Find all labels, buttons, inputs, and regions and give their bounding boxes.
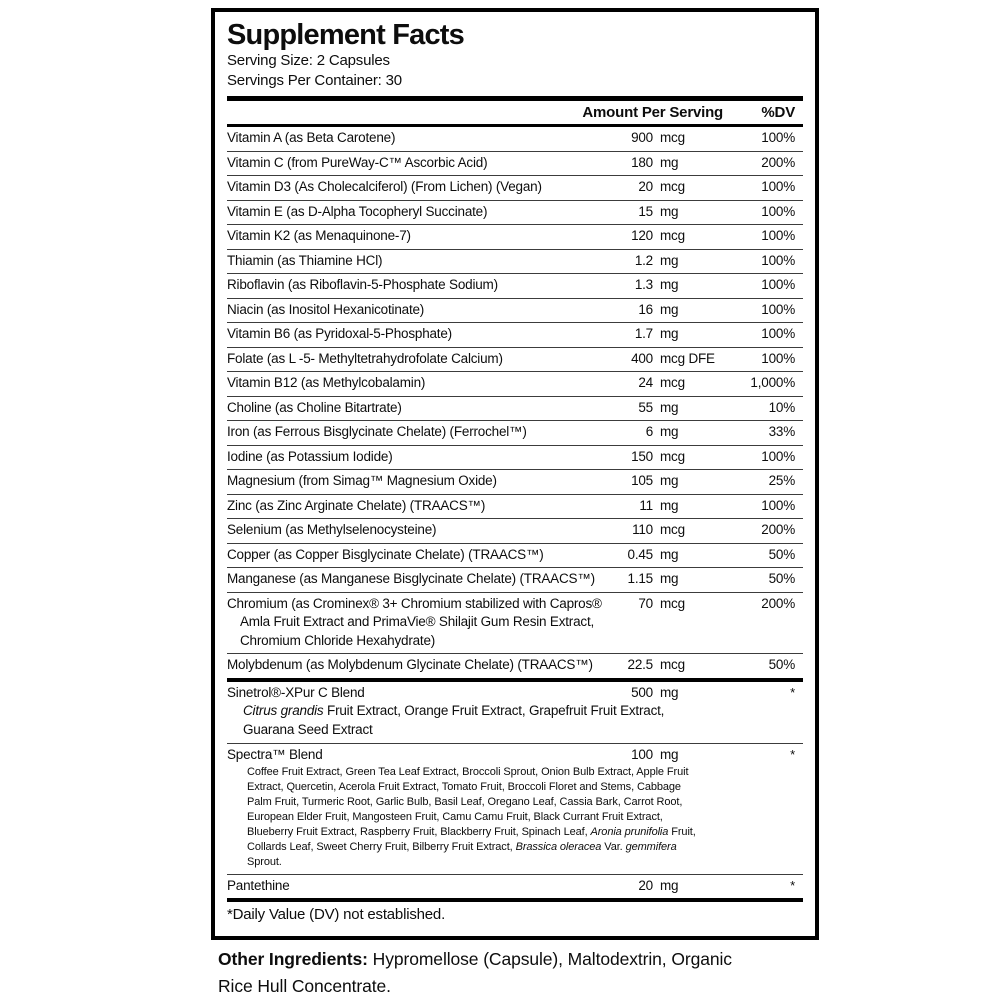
nutrient-name: Vitamin K2 (as Menaquinone-7) xyxy=(227,228,411,243)
nutrient-unit: mcg xyxy=(660,657,685,672)
nutrient-name: Iodine (as Potassium Iodide) xyxy=(227,448,393,464)
nutrient-name: Choline (as Choline Bitartrate) xyxy=(227,399,402,415)
table-row xyxy=(227,653,803,678)
nutrient-name: Spectra™ Blend xyxy=(227,747,323,762)
nutrient-dv: 100% xyxy=(761,179,795,194)
table-row xyxy=(227,494,803,519)
nutrient-unit: mcg xyxy=(660,228,685,243)
table-row-main xyxy=(227,154,803,173)
table-row-main xyxy=(227,684,803,703)
nutrient-unit: mg xyxy=(660,546,679,562)
table-row xyxy=(227,445,803,470)
nutrient-dv: 100% xyxy=(761,130,795,145)
nutrient-name: Riboflavin (as Riboflavin-5-Phosphate Sodium) xyxy=(227,277,498,292)
label-title: Supplement Facts xyxy=(227,19,464,51)
table-row-main xyxy=(227,399,803,418)
nutrient-unit: mg xyxy=(660,684,679,700)
nutrient-dv: 100% xyxy=(761,228,795,243)
nutrient-unit: mcg xyxy=(660,179,685,194)
other-ingredients xyxy=(218,946,766,1000)
nutrient-amount: 11 xyxy=(639,497,653,513)
nutrient-dv: 100% xyxy=(761,252,795,268)
table-row xyxy=(227,469,803,494)
nutrient-dv: 25% xyxy=(768,473,795,488)
nutrient-dv: 100% xyxy=(761,497,795,513)
nutrient-name: Magnesium (from Simag™ Magnesium Oxide) xyxy=(227,473,497,488)
nutrient-amount: 24 xyxy=(638,375,653,390)
table-row xyxy=(227,874,803,899)
latin-name: Brassica oleracea xyxy=(515,840,602,853)
nutrient-unit: mg xyxy=(660,203,679,219)
nutrient-amount: 70 xyxy=(638,595,653,611)
nutrient-unit: mg xyxy=(660,473,679,488)
nutrient-unit: mg xyxy=(660,277,679,292)
nutrient-name: Manganese (as Manganese Bisglycinate Chelate) (TRAACS™) xyxy=(227,571,595,586)
nutrient-unit: mg xyxy=(660,747,679,762)
table-row-main xyxy=(227,877,803,896)
nutrient-name: Vitamin A (as Beta Carotene) xyxy=(227,130,396,145)
nutrient-name: Copper (as Copper Bisglycinate Chelate) (TRAACS™) xyxy=(227,546,544,562)
ingredient-text: Coffee Fruit Extract, Green Tea Leaf Extract, Broccoli Sprout, Onion Bulb Extract, Apple Fruit Extract, Quercetin, Acerola Fruit Extract, Tomato Fruit, Broccoli Floret and Stems, Cabbage Palm Fruit, Turmeric Root, Garlic Bulb, Basil Leaf, Oregano Leaf, Cassia Bark, Carrot Root, European Elder Fruit, Mangosteen Fruit, Camu Camu Fruit, Black Currant Fruit Extract, Blueberry Fruit Extract, Raspberry Fruit, Blackberry Fruit, Spinach Leaf, xyxy=(247,765,689,838)
nutrient-amount: 1.7 xyxy=(634,326,653,341)
blend-sub-ingredients xyxy=(243,702,683,739)
nutrient-dv: * xyxy=(790,877,795,893)
nutrient-unit: mcg xyxy=(660,375,685,390)
nutrient-name: Vitamin B12 (as Methylcobalamin) xyxy=(227,375,426,390)
table-header-row xyxy=(227,101,803,124)
table-row xyxy=(227,420,803,445)
nutrient-dv: 100% xyxy=(761,277,795,292)
nutrient-dv: 200% xyxy=(761,154,795,170)
table-row xyxy=(227,127,803,151)
nutrient-amount: 16 xyxy=(638,301,653,317)
table-row xyxy=(227,322,803,347)
nutrient-name: Vitamin B6 (as Pyridoxal-5-Phosphate) xyxy=(227,326,452,341)
nutrient-dv: 100% xyxy=(761,301,795,317)
amount-per-serving-header: Amount Per Serving xyxy=(582,104,723,121)
nutrient-unit: mcg xyxy=(660,522,685,537)
nutrient-amount: 6 xyxy=(645,424,653,439)
nutrient-name: Pantethine xyxy=(227,877,290,893)
table-row-main xyxy=(227,252,803,271)
nutrient-amount: 120 xyxy=(631,228,653,243)
table-row xyxy=(227,175,803,200)
table-row xyxy=(227,347,803,372)
footnote: *Daily Value (DV) not established. xyxy=(227,906,446,923)
table-row-main xyxy=(227,276,803,295)
nutrient-amount: 105 xyxy=(631,473,653,488)
nutrient-name: Selenium (as Methylselenocysteine) xyxy=(227,522,437,537)
nutrient-amount: 900 xyxy=(631,130,653,145)
nutrient-name: Niacin (as Inositol Hexanicotinate) xyxy=(227,301,425,317)
nutrient-unit: mg xyxy=(660,252,679,268)
nutrient-amount: 20 xyxy=(638,877,653,893)
servings-per-container: Servings Per Container: 30 xyxy=(227,72,402,89)
table-row xyxy=(227,543,803,568)
nutrient-unit: mg xyxy=(660,154,679,170)
nutrient-amount: 22.5 xyxy=(627,657,653,672)
nutrient-amount: 180 xyxy=(631,154,653,170)
nutrient-dv: 100% xyxy=(761,326,795,341)
nutrient-amount: 400 xyxy=(631,350,653,366)
table-row xyxy=(227,743,803,874)
nutrient-dv: 1,000% xyxy=(750,375,795,390)
nutrient-name: Vitamin D3 (As Cholecalciferol) (From Lichen) (Vegan) xyxy=(227,179,542,194)
nutrient-name: Sinetrol®-XPur C Blend xyxy=(227,684,365,700)
table-row-main xyxy=(227,497,803,516)
supplement-facts-label xyxy=(211,8,819,940)
nutrient-unit: mg xyxy=(660,571,679,586)
nutrient-dv: 50% xyxy=(768,657,795,672)
nutrient-amount: 500 xyxy=(631,684,653,700)
latin-name: gemmifera xyxy=(625,840,677,853)
table-row-main xyxy=(227,129,803,148)
table-row xyxy=(227,151,803,176)
nutrient-amount: 1.3 xyxy=(634,277,653,292)
table-row-main xyxy=(227,325,803,344)
table-row-main xyxy=(227,546,803,565)
nutrient-amount: 150 xyxy=(631,448,653,464)
nutrient-dv: 50% xyxy=(768,571,795,586)
table-row-main xyxy=(227,374,803,393)
nutrient-unit: mg xyxy=(660,424,679,439)
ingredient-text: Var. xyxy=(601,840,626,853)
nutrient-dv: 100% xyxy=(761,203,795,219)
nutrient-dv: 10% xyxy=(768,399,795,415)
nutrient-name: Thiamin (as Thiamine HCl) xyxy=(227,252,383,268)
nutrient-amount: 1.15 xyxy=(627,571,653,586)
table-row xyxy=(227,396,803,421)
nutrient-unit: mcg xyxy=(660,595,685,611)
latin-name: Citrus grandis xyxy=(243,703,324,718)
table-row xyxy=(227,518,803,543)
table-row-main xyxy=(227,595,803,651)
table-row xyxy=(227,200,803,225)
nutrient-name: Molybdenum (as Molybdenum Glycinate Chelate) (TRAACS™) xyxy=(227,657,593,672)
table-row xyxy=(227,592,803,654)
table-row-main xyxy=(227,301,803,320)
nutrient-dv: * xyxy=(790,684,795,700)
nutrient-amount: 100 xyxy=(631,747,653,762)
table-row xyxy=(227,224,803,249)
table-row-main xyxy=(227,423,803,442)
other-ingredients-label: Other Ingredients: xyxy=(218,949,368,969)
nutrient-dv: 50% xyxy=(768,546,795,562)
table-row xyxy=(227,298,803,323)
nutrient-unit: mg xyxy=(660,497,679,513)
nutrient-dv: 200% xyxy=(761,595,795,611)
nutrient-name: Vitamin C (from PureWay-C™ Ascorbic Acid) xyxy=(227,154,488,170)
nutrient-name: Chromium (as Crominex® 3+ Chromium stabilized with Capros® Amla Fruit Extract and PrimaVie® Shilajit Gum Resin Extract, Chromium Chloride Hexahydrate) xyxy=(227,595,602,648)
table-row-main xyxy=(227,227,803,246)
serving-size: Serving Size: 2 Capsules xyxy=(227,52,390,69)
ingredient-text: Fruit Extract, Orange Fruit Extract, Grapefruit Fruit Extract, Guarana Seed Extract xyxy=(243,703,665,737)
nutrient-amount: 15 xyxy=(638,203,653,219)
table-row-main xyxy=(227,178,803,197)
table-row-main xyxy=(227,570,803,589)
nutrient-unit: mcg DFE xyxy=(660,350,715,366)
nutrient-unit: mcg xyxy=(660,130,685,145)
table-row-main xyxy=(227,656,803,675)
nutrient-name: Folate (as L -5- Methyltetrahydrofolate Calcium) xyxy=(227,350,503,366)
table-row xyxy=(227,249,803,274)
table-row-main xyxy=(227,448,803,467)
table-row-main xyxy=(227,203,803,222)
nutrient-name: Vitamin E (as D-Alpha Tocopheryl Succinate) xyxy=(227,203,488,219)
nutrient-amount: 110 xyxy=(632,522,653,537)
facts-table xyxy=(227,127,803,902)
nutrient-dv: 100% xyxy=(761,448,795,464)
table-row-main xyxy=(227,472,803,491)
table-row-main xyxy=(227,350,803,369)
other-ingredients-text: Hypromellose (Capsule), Maltodextrin, Organic Rice Hull Concentrate. xyxy=(218,949,732,996)
table-row xyxy=(227,567,803,592)
nutrient-amount: 1.2 xyxy=(634,252,653,268)
table-row-main xyxy=(227,746,803,765)
table-row xyxy=(227,371,803,396)
nutrient-unit: mg xyxy=(660,399,679,415)
nutrient-unit: mg xyxy=(660,301,679,317)
nutrient-amount: 0.45 xyxy=(627,546,653,562)
nutrient-name: Iron (as Ferrous Bisglycinate Chelate) (Ferrochel™) xyxy=(227,424,527,439)
table-row xyxy=(227,682,803,744)
nutrient-unit: mg xyxy=(660,877,679,893)
nutrient-unit: mcg xyxy=(660,448,685,464)
nutrient-amount: 55 xyxy=(638,399,653,415)
nutrient-dv: 200% xyxy=(761,522,795,537)
percent-dv-header: %DV xyxy=(761,104,795,121)
ingredient-text: Sprout. xyxy=(247,855,282,868)
latin-name: Aronia prunifolia xyxy=(590,825,669,838)
ingredient-text: Fruit, Collards Leaf, Sweet Cherry Fruit, Bilberry Fruit Extract, xyxy=(247,825,696,853)
nutrient-dv: * xyxy=(790,747,795,762)
table-row-main xyxy=(227,521,803,540)
nutrient-name: Zinc (as Zinc Arginate Chelate) (TRAACS™) xyxy=(227,497,486,513)
nutrient-dv: 100% xyxy=(761,350,795,366)
table-row xyxy=(227,273,803,298)
blend-sub-ingredients xyxy=(247,765,697,870)
nutrient-amount: 20 xyxy=(638,179,653,194)
nutrient-dv: 33% xyxy=(768,424,795,439)
nutrient-unit: mg xyxy=(660,326,679,341)
